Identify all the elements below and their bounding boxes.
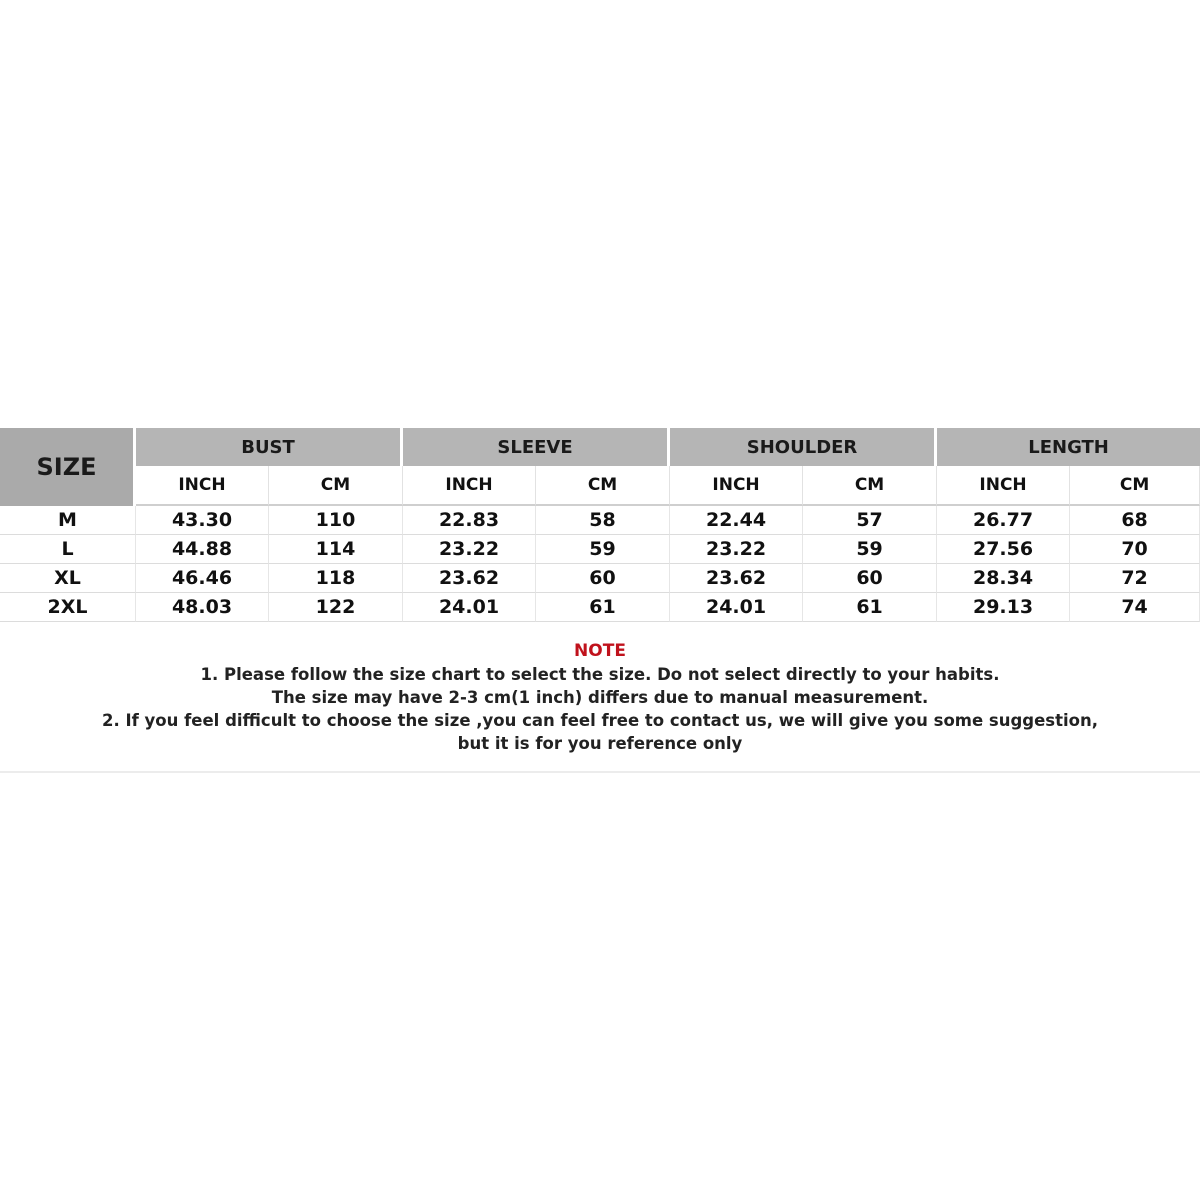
table-cell: 24.01 (670, 593, 803, 622)
table-cell: 72 (1070, 564, 1200, 593)
sleeve-header: SLEEVE (403, 428, 670, 466)
size-chart-table (0, 428, 1200, 622)
table-row (0, 535, 1200, 564)
note-title: NOTE (574, 641, 626, 661)
table-cell: 22.44 (670, 506, 803, 535)
table-cell: 122 (269, 593, 403, 622)
note-line: 1. Please follow the size chart to select the size. Do not select directly to your habits. (200, 665, 1000, 684)
unit-header-row (0, 466, 1200, 506)
unit-header: CM (803, 466, 937, 506)
note-line: but it is for you reference only (457, 734, 743, 753)
size-cell: L (0, 535, 136, 564)
table-cell: 68 (1070, 506, 1200, 535)
size-chart-sheet (0, 428, 1200, 773)
table-cell: 43.30 (136, 506, 269, 535)
table-cell: 70 (1070, 535, 1200, 564)
shoulder-header: SHOULDER (670, 428, 937, 466)
divider (0, 771, 1200, 773)
unit-header: CM (536, 466, 670, 506)
table-cell: 114 (269, 535, 403, 564)
size-cell: M (0, 506, 136, 535)
table-cell: 44.88 (136, 535, 269, 564)
unit-header: INCH (670, 466, 803, 506)
table-cell: 28.34 (937, 564, 1070, 593)
table-cell: 60 (536, 564, 670, 593)
unit-header: INCH (937, 466, 1070, 506)
bust-header: BUST (136, 428, 403, 466)
table-cell: 74 (1070, 593, 1200, 622)
table-cell: 24.01 (403, 593, 536, 622)
table-cell: 29.13 (937, 593, 1070, 622)
table-cell: 59 (803, 535, 937, 564)
table-row (0, 593, 1200, 622)
table-cell: 23.62 (403, 564, 536, 593)
size-cell: 2XL (0, 593, 136, 622)
table-cell: 110 (269, 506, 403, 535)
note-section (0, 622, 1200, 755)
table-cell: 26.77 (937, 506, 1070, 535)
note-line: The size may have 2-3 cm(1 inch) differs due to manual measurement. (271, 688, 929, 707)
table-row (0, 506, 1200, 535)
table-cell: 58 (536, 506, 670, 535)
table-cell: 22.83 (403, 506, 536, 535)
table-cell: 23.62 (670, 564, 803, 593)
unit-header: CM (1070, 466, 1200, 506)
unit-header: CM (269, 466, 403, 506)
table-row (0, 564, 1200, 593)
table-cell: 60 (803, 564, 937, 593)
table-cell: 59 (536, 535, 670, 564)
table-cell: 46.46 (136, 564, 269, 593)
table-cell: 61 (803, 593, 937, 622)
size-cell: XL (0, 564, 136, 593)
table-cell: 27.56 (937, 535, 1070, 564)
table-cell: 48.03 (136, 593, 269, 622)
group-header-row (0, 428, 1200, 466)
table-cell: 23.22 (403, 535, 536, 564)
length-header: LENGTH (937, 428, 1200, 466)
table-cell: 61 (536, 593, 670, 622)
size-header: SIZE (0, 428, 136, 506)
unit-header: INCH (403, 466, 536, 506)
table-cell: 23.22 (670, 535, 803, 564)
table-cell: 118 (269, 564, 403, 593)
unit-header: INCH (136, 466, 269, 506)
note-line: 2. If you feel difficult to choose the size ,you can feel free to contact us, we will give you some suggestion, (101, 711, 1099, 730)
table-cell: 57 (803, 506, 937, 535)
